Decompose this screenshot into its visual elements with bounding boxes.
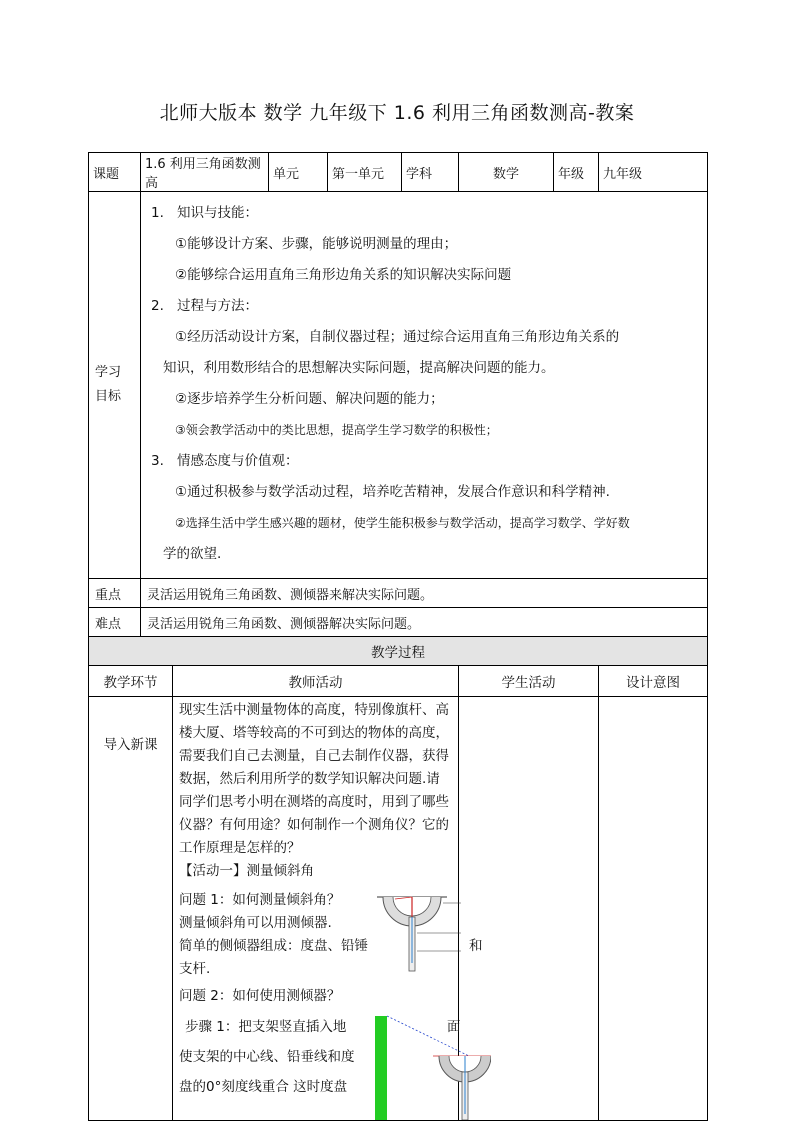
document-title: 北师大版本 数学 九年级下 1.6 利用三角函数测高-教案 (159, 102, 635, 124)
info-row (89, 153, 708, 192)
topic-label: 课题 (89, 153, 141, 192)
process-header: 教学过程 (89, 637, 708, 666)
lesson-plan-table (88, 152, 708, 1121)
inclinometer-figure (375, 893, 471, 975)
grade-label: 年级 (554, 153, 599, 192)
subject-value: 数学 (459, 153, 554, 192)
difficulty-text: 灵活运用锐角三角函数、测倾器解决实际问题。 (141, 608, 708, 637)
intro-paragraph: 现实生活中测量物体的高度，特别像旗杆、高楼大厦、塔等较高的不可到达的物体的高度，需要我们自己去测量，自己去制作仪器，获得数据，然后利用所学的数学知识解决问题.请同学们思考小明在测塔的高度时，用到了哪些仪器？有何用途？如何制作一个测角仪？它的工作原理是怎样的？ (179, 702, 449, 856)
teacher-activity-cell: 现实生活中测量物体的高度，特别像旗杆、高楼大厦、塔等较高的不可到达的物体的高度，需要我们自己去测量，自己去制作仪器，获得数据，然后利用所学的数学知识解决问题.请同学们思考小明在测塔的高度时，用到了哪些仪器？有何用途？如何制作一个测角仪？它的工作原理是怎样的？ 【活动一】测量倾斜角 问题 1：如何测量倾斜角？ 测量倾斜角可以用测倾器. 简单的侧倾器组成：度盘、铅锤 支杆. 和 问题 2：如何使用测倾器？ 步骤 1：把支架竖直插入地 面 使支架的中心线、铅垂线和度 盘的0°刻度线重合 这时度盘 (173, 697, 459, 1121)
difficulty-label: 难点 (89, 608, 141, 637)
goals-label: 学习 目标 (89, 192, 141, 579)
design-intent-cell (599, 697, 708, 1121)
goals-content: 1. 知识与技能： ①能够设计方案、步骤，能够说明测量的理由； ②能够综合运用直角三角形边角关系的知识解决实际问题 2. 过程与方法： ①经历活动设计方案，自制仪器过程；通过综合运用直角三角形边角关系的 知识，利用数形结合的思想解决实际问题，提高解决问题的能力。 ②逐步培养学生分析问题、解决问题的能力； ③领会教学活动中的类比思想，提高学生学习数学的积极性； 3. 情感态度与价值观： ①通过积极参与数学活动过程，培养吃苦精神，发展合作意识和科学精神. ②选择生活中学生感兴趣的题材，使学生能积极参与数学活动，提高学习数学、学好数 学的欲望. (141, 192, 708, 579)
goals-row (89, 192, 708, 579)
activity-heading: 【活动一】测量倾斜角 (179, 863, 314, 879)
key-point-row (89, 579, 708, 608)
intro-row (89, 697, 708, 1121)
stage-cell: 导入新课 (89, 697, 173, 1121)
measurement-figure (373, 1010, 491, 1120)
subject-label: 学科 (402, 153, 459, 192)
key-point-label: 重点 (89, 579, 141, 608)
header-stage: 教学环节 (89, 666, 173, 697)
header-design: 设计意图 (599, 666, 708, 697)
unit-value: 第一单元 (328, 153, 402, 192)
difficulty-row (89, 608, 708, 637)
header-student: 学生活动 (459, 666, 599, 697)
topic-value: 1.6 利用三角函数测高 (141, 153, 269, 192)
grade-value: 九年级 (599, 153, 708, 192)
column-headers (89, 666, 708, 697)
header-teacher: 教师活动 (173, 666, 459, 697)
key-point-text: 灵活运用锐角三角函数、测倾器来解决实际问题。 (141, 579, 708, 608)
unit-label: 单元 (269, 153, 328, 192)
